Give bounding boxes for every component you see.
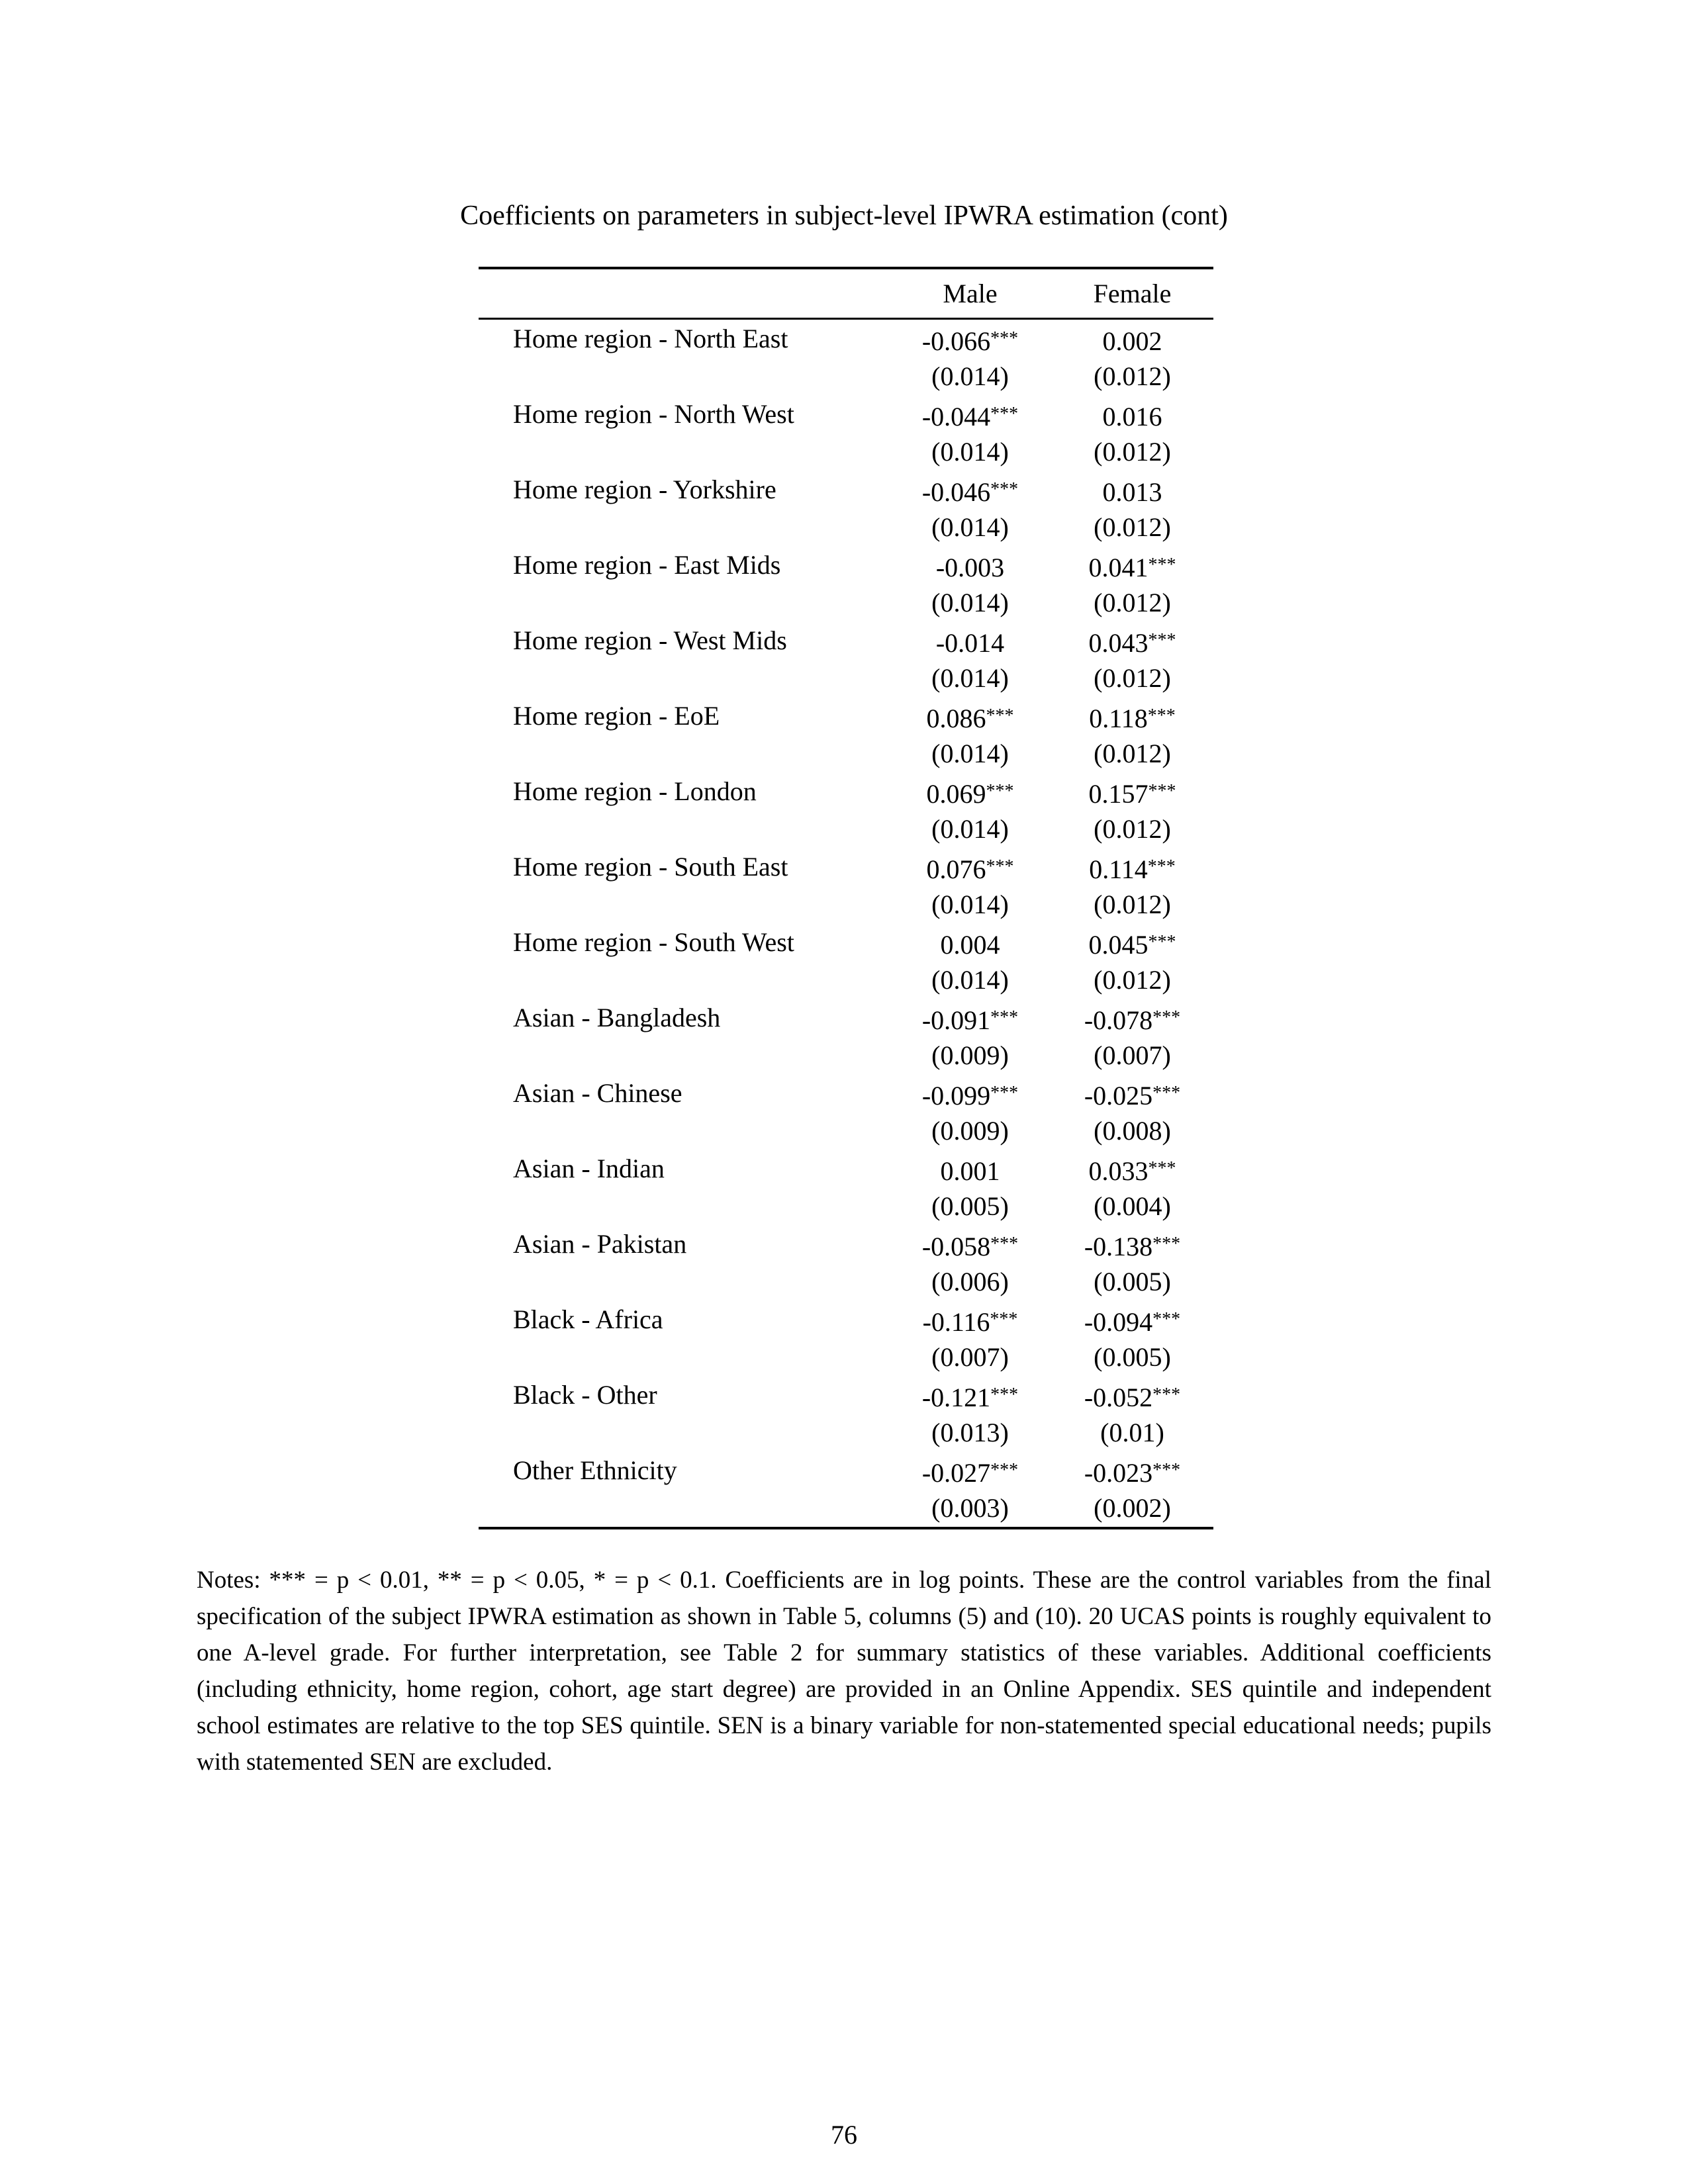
male-standard-error: (0.014) <box>931 437 1009 467</box>
female-standard-error: (0.008) <box>1094 1116 1171 1146</box>
male-standard-error: (0.014) <box>931 965 1009 995</box>
row-label: Black - Other <box>513 1380 657 1410</box>
male-coefficient: 0.001 <box>940 1156 1000 1186</box>
significance-stars: *** <box>1152 1385 1181 1405</box>
row-label-spacer <box>479 433 889 471</box>
row-label-spacer <box>479 810 889 848</box>
row-label: Asian - Pakistan <box>513 1229 687 1259</box>
significance-stars: *** <box>990 328 1019 349</box>
female-coefficient: 0.043*** <box>1088 627 1176 658</box>
table-rows <box>479 320 1213 1527</box>
row-label-spacer <box>479 1338 889 1376</box>
table-row <box>479 1150 1213 1225</box>
table-row <box>479 395 1213 471</box>
table-row <box>479 471 1213 546</box>
female-standard-error: (0.012) <box>1094 965 1171 995</box>
female-coefficient: -0.078*** <box>1084 1005 1181 1035</box>
female-coefficient: -0.138*** <box>1084 1231 1181 1261</box>
female-standard-error: (0.002) <box>1094 1493 1171 1523</box>
male-standard-error: (0.005) <box>931 1191 1009 1221</box>
significance-stars: *** <box>1148 932 1176 952</box>
female-standard-error: (0.012) <box>1094 361 1171 391</box>
row-label-spacer <box>479 357 889 395</box>
significance-stars: *** <box>1152 1460 1181 1480</box>
female-coefficient: 0.118*** <box>1089 703 1176 733</box>
significance-stars: *** <box>990 1234 1019 1254</box>
significance-stars: *** <box>1152 1234 1181 1254</box>
table-row <box>479 1300 1213 1376</box>
male-coefficient: 0.069*** <box>926 778 1014 809</box>
significance-stars: *** <box>990 1385 1019 1405</box>
male-standard-error: (0.014) <box>931 814 1009 844</box>
row-label: Home region - EoE <box>513 701 720 731</box>
male-coefficient: -0.044*** <box>921 401 1019 432</box>
significance-stars: *** <box>990 404 1019 424</box>
row-label: Home region - East Mids <box>513 550 781 580</box>
female-standard-error: (0.01) <box>1100 1418 1164 1447</box>
row-label: Home region - South East <box>513 852 788 882</box>
male-coefficient: -0.058*** <box>921 1231 1019 1261</box>
male-coefficient: -0.121*** <box>921 1382 1019 1412</box>
male-standard-error: (0.013) <box>931 1418 1009 1447</box>
male-standard-error: (0.014) <box>931 663 1009 693</box>
significance-stars: *** <box>986 705 1014 726</box>
row-label-spacer <box>479 1036 889 1074</box>
page-number: 76 <box>831 2120 857 2150</box>
significance-stars: *** <box>1152 1309 1181 1330</box>
row-label: Other Ethnicity <box>513 1455 677 1485</box>
row-label: Asian - Bangladesh <box>513 1003 721 1032</box>
row-label: Home region - North West <box>513 399 794 429</box>
male-standard-error: (0.009) <box>931 1116 1009 1146</box>
table-notes: Notes: *** = p < 0.01, ** = p < 0.05, * = p < 0.1. Coefficients are in log points. These are the control variables from the final specification of the subject IPWRA estimation as shown in Table 5, columns (5) and (10). 20 UCAS points is roughly equivalent to one A-level grade. For further interpretation, see Table 2 for summary statistics of these variables. Additional coefficients (including ethnicity, home region, cohort, age start degree) are provided in an Online Appendix. SES quintile and independent school estimates are relative to the top SES quintile. SEN is a binary variable for non-statemented special educational needs; pupils with statemented SEN are excluded. <box>197 1567 1491 1776</box>
female-standard-error: (0.012) <box>1094 512 1171 542</box>
significance-stars: *** <box>1148 1158 1176 1179</box>
male-coefficient: -0.091*** <box>921 1005 1019 1035</box>
row-label: Home region - London <box>513 776 757 806</box>
female-standard-error: (0.012) <box>1094 814 1171 844</box>
row-label: Home region - North East <box>513 324 788 353</box>
female-coefficient: -0.025*** <box>1084 1080 1181 1111</box>
female-coefficient: 0.013 <box>1102 477 1162 507</box>
row-label-spacer <box>479 584 889 621</box>
row-label-spacer <box>479 1187 889 1225</box>
female-standard-error: (0.007) <box>1094 1040 1171 1070</box>
table-caption: Coefficients on parameters in subject-level IPWRA estimation (cont) <box>460 201 1228 231</box>
table-row <box>479 923 1213 999</box>
female-standard-error: (0.012) <box>1094 889 1171 919</box>
female-standard-error: (0.004) <box>1094 1191 1171 1221</box>
table-bottom-rule <box>479 1527 1213 1529</box>
male-coefficient: -0.099*** <box>921 1080 1019 1111</box>
male-coefficient: 0.076*** <box>926 854 1014 884</box>
table-row <box>479 621 1213 697</box>
row-label: Black - Africa <box>513 1304 663 1334</box>
male-coefficient: 0.004 <box>940 929 1000 960</box>
male-coefficient: -0.003 <box>935 552 1005 582</box>
significance-stars: *** <box>990 1460 1019 1480</box>
female-coefficient: 0.033*** <box>1088 1156 1176 1186</box>
significance-stars: *** <box>990 1083 1019 1103</box>
significance-stars: *** <box>1148 630 1176 651</box>
male-standard-error: (0.006) <box>931 1267 1009 1297</box>
male-standard-error: (0.014) <box>931 889 1009 919</box>
row-label-spacer <box>479 1112 889 1150</box>
male-standard-error: (0.007) <box>931 1342 1009 1372</box>
table-row <box>479 1074 1213 1150</box>
female-coefficient: 0.157*** <box>1088 778 1176 809</box>
significance-stars: *** <box>990 1309 1018 1330</box>
table-row <box>479 772 1213 848</box>
significance-stars: *** <box>990 479 1019 500</box>
row-label-spacer <box>479 508 889 546</box>
male-coefficient: -0.116*** <box>922 1306 1018 1337</box>
significance-stars: *** <box>986 781 1014 801</box>
male-coefficient: -0.014 <box>935 627 1005 658</box>
male-coefficient: -0.066*** <box>921 326 1019 356</box>
female-coefficient: 0.002 <box>1102 326 1162 356</box>
table-row <box>479 1451 1213 1527</box>
column-header-female: Female <box>1093 279 1172 308</box>
row-label-spacer <box>479 886 889 923</box>
male-standard-error: (0.003) <box>931 1493 1009 1523</box>
row-label-spacer <box>479 659 889 697</box>
row-label: Asian - Chinese <box>513 1078 682 1108</box>
female-coefficient: 0.041*** <box>1088 552 1176 582</box>
table-row <box>479 1376 1213 1451</box>
significance-stars: *** <box>1147 705 1176 726</box>
table-row <box>479 848 1213 923</box>
row-label-spacer <box>479 1489 889 1527</box>
female-coefficient: 0.016 <box>1102 401 1162 432</box>
male-standard-error: (0.014) <box>931 588 1009 617</box>
male-coefficient: 0.086*** <box>926 703 1014 733</box>
significance-stars: *** <box>1148 781 1176 801</box>
row-label-spacer <box>479 961 889 999</box>
male-coefficient: -0.046*** <box>921 477 1019 507</box>
male-standard-error: (0.014) <box>931 512 1009 542</box>
female-standard-error: (0.005) <box>1094 1342 1171 1372</box>
table-row <box>479 320 1213 395</box>
significance-stars: *** <box>990 1007 1019 1028</box>
female-coefficient: 0.045*** <box>1088 929 1176 960</box>
female-standard-error: (0.012) <box>1094 663 1171 693</box>
coefficients-table <box>479 267 1213 1529</box>
row-label-spacer <box>479 1414 889 1451</box>
female-standard-error: (0.012) <box>1094 739 1171 768</box>
table-header-row <box>479 269 1213 318</box>
table-row <box>479 1225 1213 1300</box>
significance-stars: *** <box>1152 1083 1181 1103</box>
significance-stars: *** <box>1152 1007 1181 1028</box>
female-standard-error: (0.012) <box>1094 437 1171 467</box>
row-label: Asian - Indian <box>513 1154 665 1183</box>
table-row <box>479 546 1213 621</box>
table-row <box>479 697 1213 772</box>
table-row <box>479 999 1213 1074</box>
male-standard-error: (0.014) <box>931 739 1009 768</box>
row-label: Home region - South West <box>513 927 794 957</box>
row-label-spacer <box>479 1263 889 1300</box>
female-standard-error: (0.005) <box>1094 1267 1171 1297</box>
row-label: Home region - Yorkshire <box>513 475 776 504</box>
significance-stars: *** <box>986 856 1014 877</box>
header-spacer <box>479 269 889 318</box>
female-coefficient: -0.023*** <box>1084 1457 1181 1488</box>
significance-stars: *** <box>1147 856 1176 877</box>
female-coefficient: 0.114*** <box>1089 854 1176 884</box>
female-standard-error: (0.012) <box>1094 588 1171 617</box>
female-coefficient: -0.094*** <box>1084 1306 1181 1337</box>
male-standard-error: (0.014) <box>931 361 1009 391</box>
significance-stars: *** <box>1148 555 1176 575</box>
male-coefficient: -0.027*** <box>921 1457 1019 1488</box>
row-label-spacer <box>479 735 889 772</box>
male-standard-error: (0.009) <box>931 1040 1009 1070</box>
female-coefficient: -0.052*** <box>1084 1382 1181 1412</box>
row-label: Home region - West Mids <box>513 625 787 655</box>
column-header-male: Male <box>943 279 998 308</box>
